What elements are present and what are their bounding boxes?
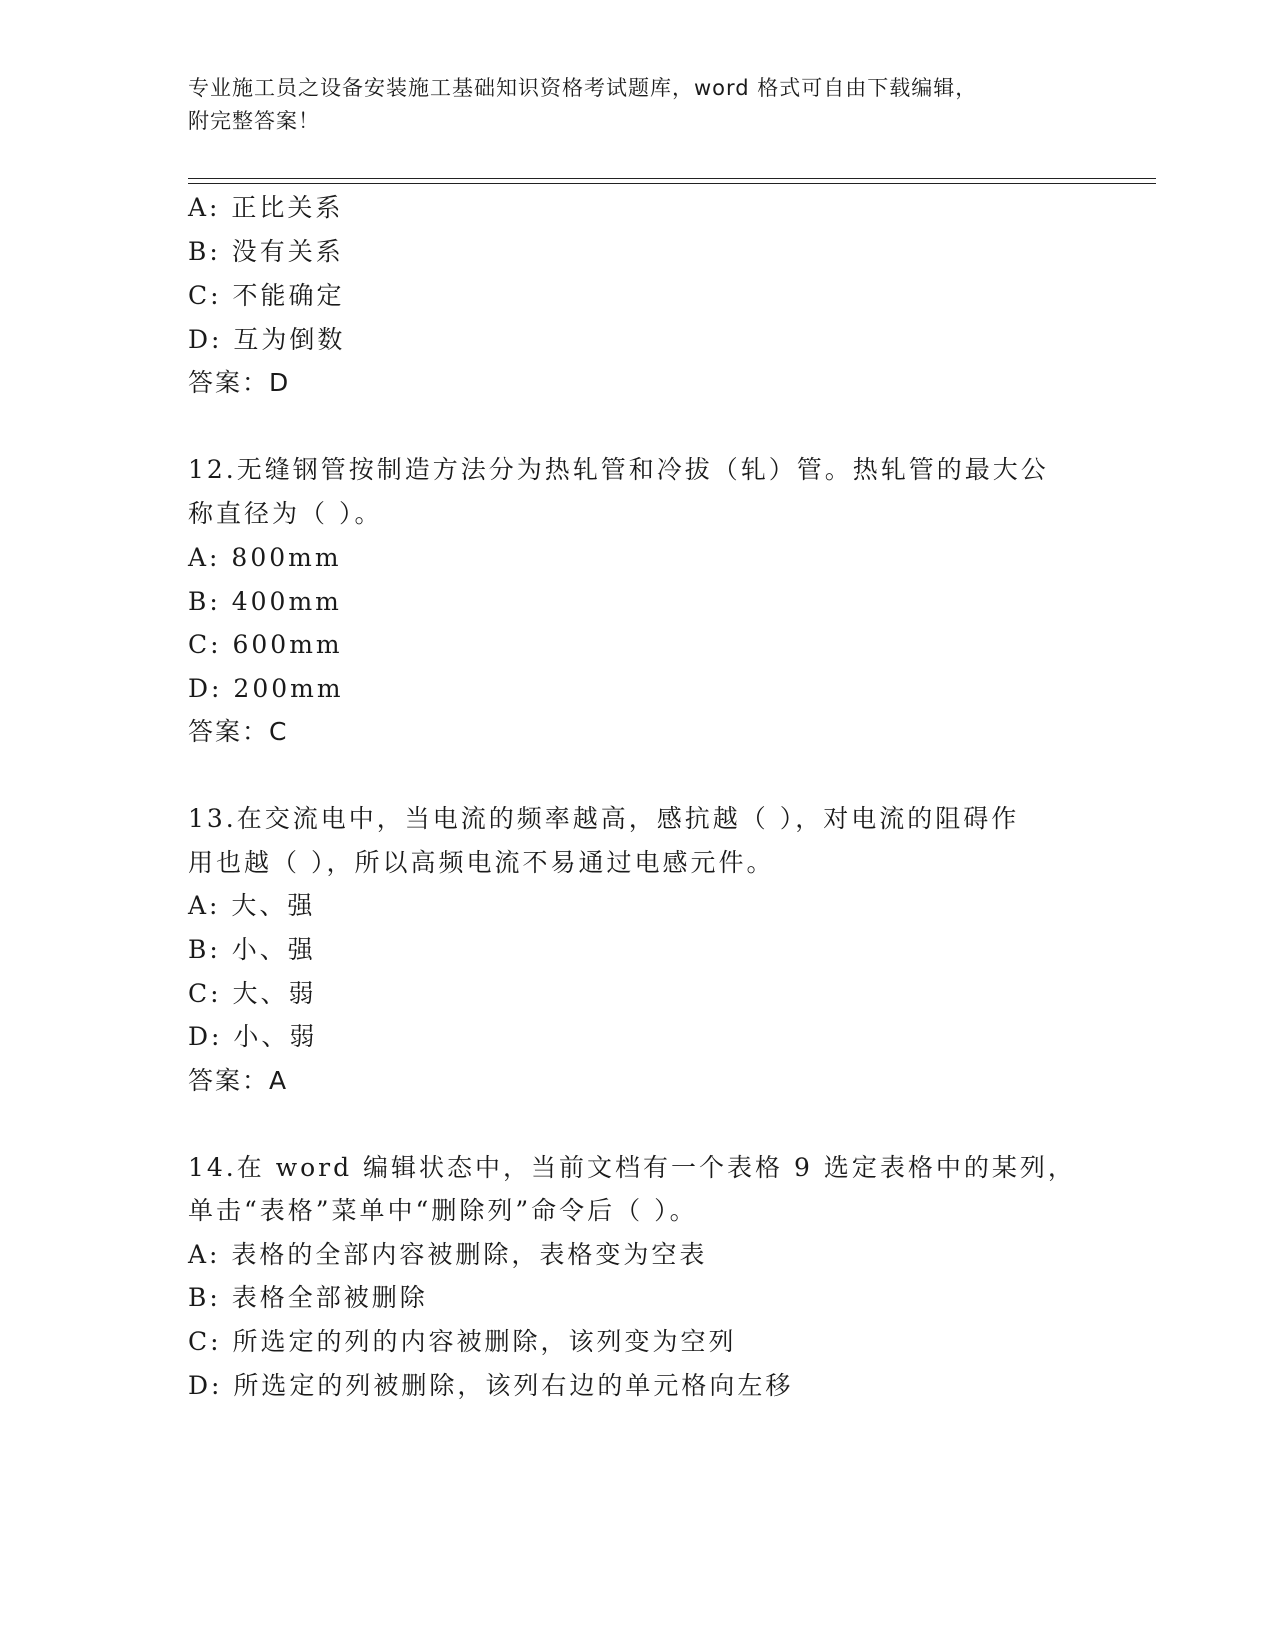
q13-stem-line-2: 用也越（ ），所以高频电流不易通过电感元件。: [188, 848, 775, 877]
q12-answer: 答案：C: [188, 717, 289, 746]
document-header: [188, 72, 1068, 138]
q14-option-d: D: 所选定的列被删除，该列右边的单元格向左移: [188, 1371, 794, 1400]
q11-option-b: B: 没有关系: [188, 237, 344, 266]
q11-option-d: D: 互为倒数: [188, 325, 346, 354]
q13-answer: 答案：A: [188, 1066, 289, 1095]
header-divider-top: [188, 178, 1156, 179]
q12-option-c: C: 600mm: [188, 630, 343, 659]
q14-option-c: C: 所选定的列的内容被删除，该列变为空列: [188, 1327, 737, 1356]
q14-option-a: A: 表格的全部内容被删除，表格变为空表: [188, 1240, 708, 1269]
q14-option-b: B: 表格全部被删除: [188, 1283, 428, 1312]
q13-option-d: D: 小、弱: [188, 1022, 318, 1051]
header-line-2: 附完整答案！: [188, 109, 320, 133]
q12-stem-line-2: 称直径为（ ）。: [188, 499, 383, 528]
q12-stem-line-1: 12.无缝钢管按制造方法分为热轧管和冷拔（轧）管。热轧管的最大公: [188, 455, 1049, 484]
q11-answer: 答案：D: [188, 368, 291, 397]
header-line-1: 专业施工员之设备安装施工基础知识资格考试题库，word 格式可自由下载编辑，: [188, 76, 978, 100]
q13-option-c: C: 大、弱: [188, 979, 317, 1008]
q13-option-b: B: 小、强: [188, 935, 316, 964]
q12-option-b: B: 400mm: [188, 587, 342, 616]
q14-stem-line-2: 单击“表格”菜单中“删除列”命令后（ ）。: [188, 1196, 698, 1225]
q13-option-a: A: 大、强: [188, 891, 316, 920]
q12-option-d: D: 200mm: [188, 674, 344, 703]
q11-option-a: A: 正比关系: [188, 193, 344, 222]
q13-stem-line-1: 13.在交流电中，当电流的频率越高，感抗越（ ），对电流的阻碍作: [188, 804, 1020, 833]
q14-stem-line-1: 14.在 word 编辑状态中，当前文档有一个表格 9 选定表格中的某列，: [188, 1153, 1076, 1182]
q12-option-a: A: 800mm: [188, 543, 342, 572]
header-divider-bottom: [188, 183, 1156, 184]
q11-option-c: C: 不能确定: [188, 281, 345, 310]
